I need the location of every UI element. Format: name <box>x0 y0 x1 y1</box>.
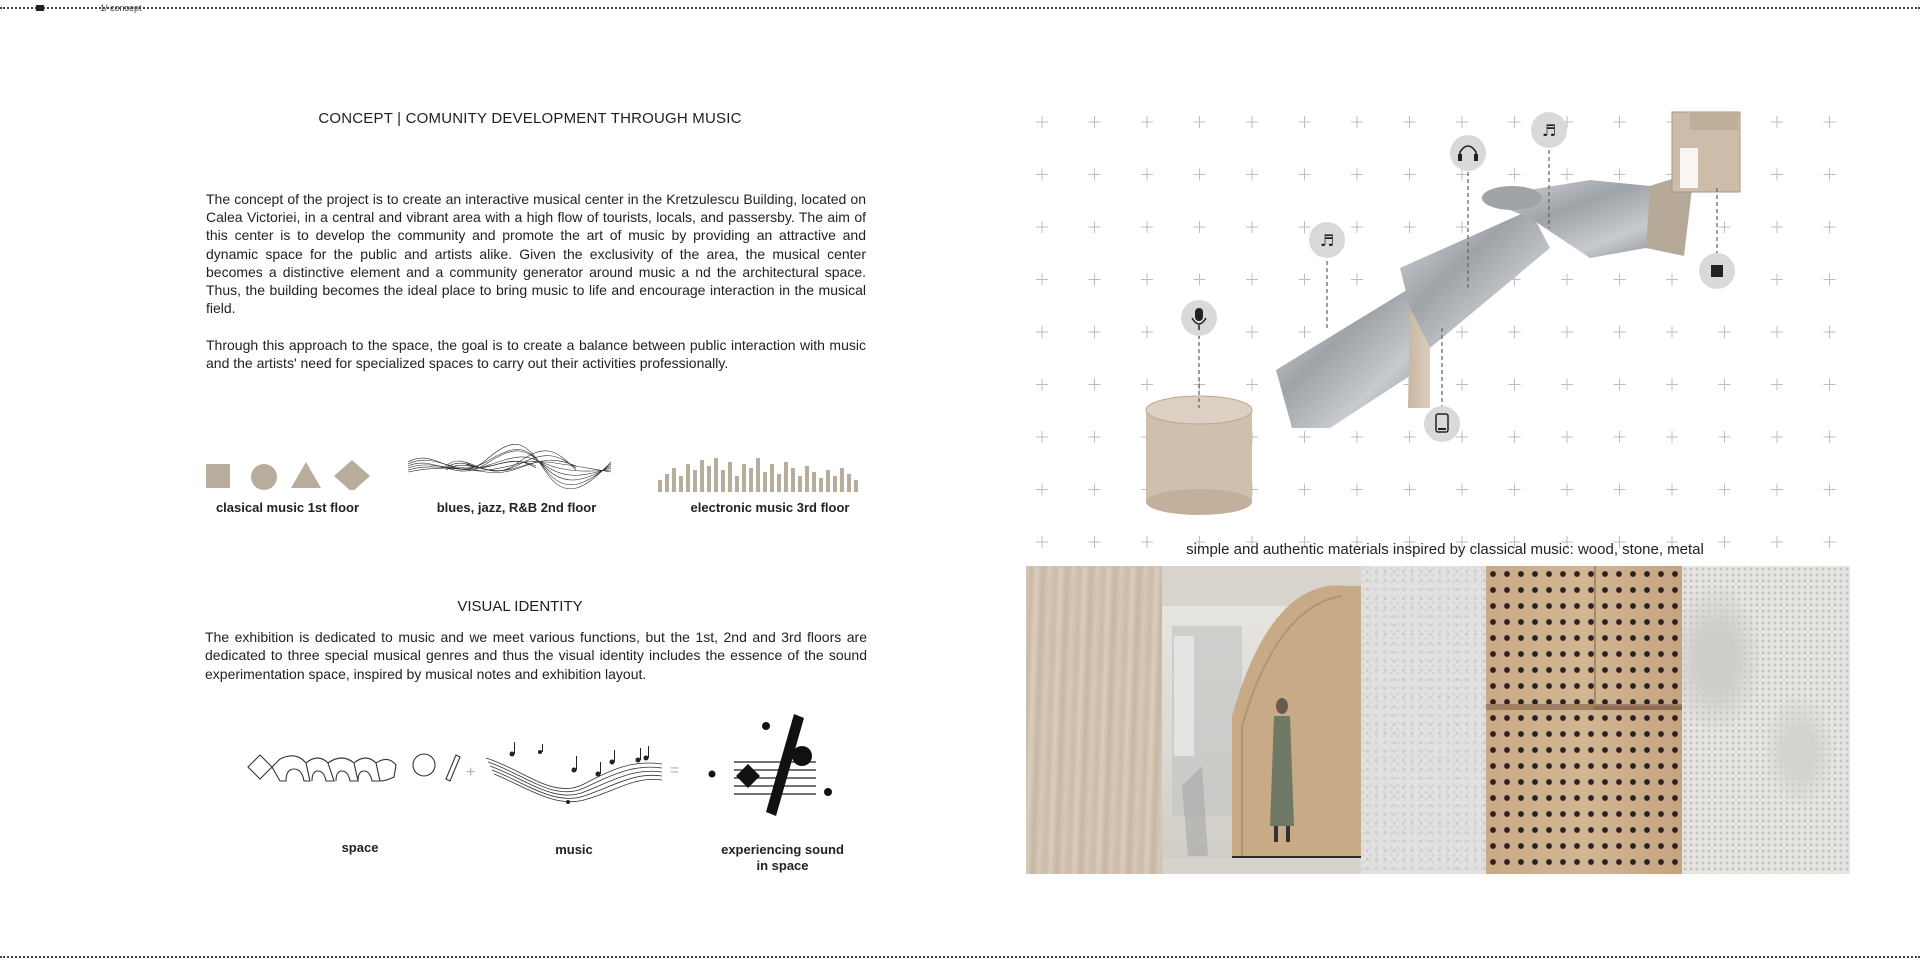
geometric-shapes-icon <box>204 440 374 490</box>
genre-label-classical: clasical music 1st floor <box>215 500 360 515</box>
panel-shadow <box>1594 706 1682 710</box>
space-outline-icon <box>246 745 466 795</box>
wave-ribbon-icon <box>406 440 616 492</box>
music-note-icon <box>1309 222 1345 258</box>
concept-title: CONCEPT | COMUNITY DEVELOPMENT THROUGH MUSIC <box>318 110 742 127</box>
metal-tube <box>1276 172 1694 428</box>
wood-cylinder <box>1146 396 1252 515</box>
materials-caption: simple and authentic materials inspired by classical music: wood, stone, metal <box>1186 541 1704 558</box>
wood-box <box>1672 112 1740 192</box>
visual-identity-title: VISUAL IDENTITY <box>457 598 583 615</box>
phone-icon <box>1424 406 1460 442</box>
plus-operator: + <box>466 764 476 781</box>
music-note-icon-2 <box>1531 112 1567 148</box>
vi-label-line-2: in space <box>756 858 809 873</box>
panel-joint <box>1594 566 1596 706</box>
microphone-icon <box>1181 300 1217 336</box>
vi-label-music: music <box>555 842 593 857</box>
interior-wood-wall-swatch <box>1162 566 1361 874</box>
equals-operator: = <box>670 762 680 779</box>
top-dotted-rule <box>0 3 1920 13</box>
perforated-wood-swatch <box>1486 566 1682 874</box>
stop-icon <box>1699 253 1735 289</box>
concept-diagram <box>1030 108 1850 550</box>
visual-identity-paragraph: The exhibition is dedicated to music and we meet various functions, but the 1st, 2nd and 3rd floors are dedicated to three special musical genres and thus the visual identity includes the essence of the sound experimentation space, inspired by musical notes and exhibition layout. <box>205 629 867 682</box>
genre-label-blues: blues, jazz, R&B 2nd floor <box>436 500 597 515</box>
headphones-icon <box>1450 135 1486 171</box>
light-marble-swatch <box>1682 566 1850 874</box>
genre-label-electronic: electronic music 3rd floor <box>690 500 850 515</box>
vi-label-space: space <box>341 840 379 855</box>
svg-text:♬: ♬ <box>1319 231 1335 250</box>
page-tag: 1/ concept <box>100 3 142 13</box>
wood-grain-swatch <box>1026 566 1162 874</box>
bottom-dotted-rule <box>0 956 1920 958</box>
equalizer-bars-icon <box>657 440 862 492</box>
concept-paragraph-2: Through this approach to the space, the goal is to create a balance between public interaction with music and the artists' need for specialized spaces to carry out their activities professionally. <box>206 337 866 372</box>
top-mark <box>36 5 44 11</box>
concept-paragraph-1: The concept of the project is to create an interactive musical center in the Kretzulescu Building, located on Calea Victoriei, in a central and vibrant area with a high flow of tourists, locals, and passersby. The aim of this center is to develop the community and promote the art of music by providing an attractive and dynamic space for the public and artists alike. Given the exclusivity of the area, the musical center becomes a distinctive element and a community generator around music a nd the architectural space. Thus, the building becomes the ideal place to bring music to life and encourage interaction in the musical field. <box>206 191 866 317</box>
music-notes-icon <box>484 740 664 815</box>
vi-label-experiencing-sound <box>700 842 865 874</box>
sound-composition-icon <box>706 712 836 827</box>
svg-text:♬: ♬ <box>1541 121 1557 140</box>
vi-label-line-1: experiencing sound <box>721 842 844 857</box>
grey-stone-swatch <box>1361 566 1486 874</box>
